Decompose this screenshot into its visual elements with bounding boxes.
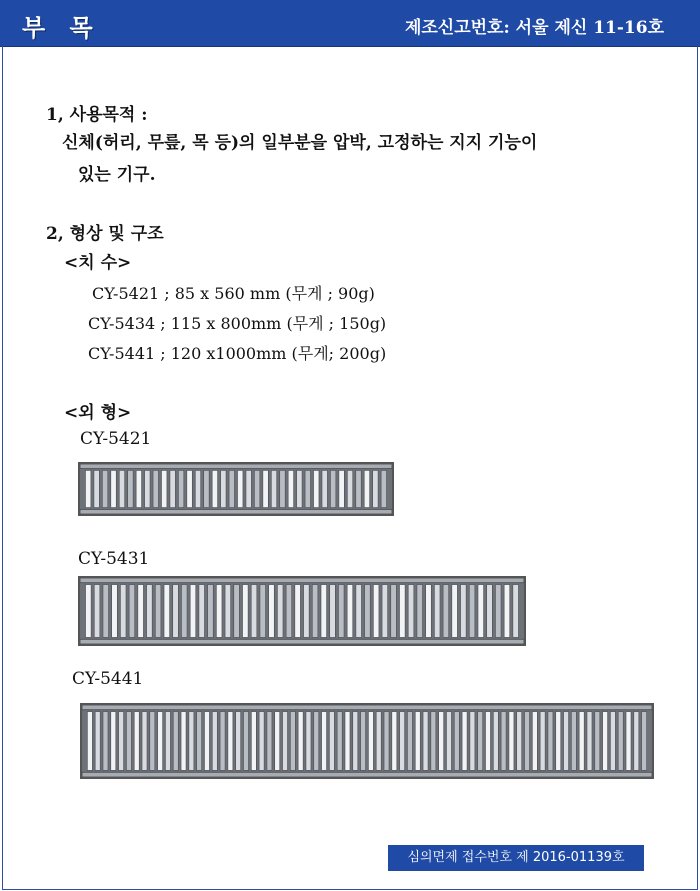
slat: [275, 712, 280, 771]
slat: [603, 712, 608, 771]
slat: [221, 470, 226, 507]
slat: [321, 585, 327, 638]
slat: [129, 585, 135, 638]
slat: [478, 712, 483, 771]
slat: [365, 585, 371, 638]
slat: [290, 712, 295, 771]
slat: [147, 585, 153, 638]
dim-row-1: CY-5421 ; 85 x 560 mm (무게 ; 90g): [92, 284, 375, 303]
slat: [119, 712, 124, 771]
slat: [181, 585, 187, 638]
slat: [434, 585, 440, 638]
splint-image-5431: [78, 576, 526, 646]
slat: [495, 585, 501, 638]
slat: [238, 470, 243, 507]
slat: [564, 712, 569, 771]
slat: [556, 712, 561, 771]
slat: [199, 585, 205, 638]
slat: [111, 712, 116, 771]
receipt-number-badge: 심의면제 접수번호 제 2016-01139호: [388, 845, 644, 871]
slat: [304, 585, 310, 638]
slat: [373, 470, 378, 507]
slat: [126, 712, 131, 771]
slat: [165, 712, 170, 771]
slat: [305, 470, 310, 507]
slat: [170, 470, 175, 507]
slat: [461, 585, 467, 638]
frame-bar-top: [80, 578, 524, 583]
slat: [642, 712, 647, 771]
slat: [236, 712, 241, 771]
slat: [339, 470, 344, 507]
splint-image-5441: [80, 703, 654, 779]
product-label-1: CY-5421: [80, 429, 152, 449]
slat: [423, 712, 428, 771]
slat: [439, 712, 444, 771]
slat: [356, 585, 362, 638]
slat: [94, 470, 99, 507]
slat: [216, 585, 222, 638]
slat: [145, 470, 150, 507]
slat: [128, 470, 133, 507]
slat: [158, 712, 163, 771]
slat: [189, 712, 194, 771]
slat: [120, 585, 126, 638]
dim-row-3: CY-5441 ; 120 x1000mm (무게; 200g): [88, 344, 387, 363]
slat: [626, 712, 631, 771]
section2-heading: 2, 형상 및 구조: [46, 224, 164, 244]
shape-title: <외 형>: [64, 403, 132, 423]
slat: [134, 712, 139, 771]
slat: [381, 470, 386, 507]
slat: [400, 712, 405, 771]
slat: [251, 585, 257, 638]
slat: [337, 712, 342, 771]
frame-bar-bottom: [80, 639, 524, 644]
slat: [487, 585, 493, 638]
product-label-2: CY-5431: [78, 549, 150, 569]
slat: [197, 712, 202, 771]
slat: [271, 470, 276, 507]
slat: [548, 712, 553, 771]
slat: [400, 585, 406, 638]
purpose-line-2: 있는 기구.: [78, 165, 156, 185]
slat: [103, 585, 109, 638]
slat: [263, 470, 268, 507]
slat: [136, 470, 141, 507]
header-bar: [0, 0, 700, 47]
slat: [314, 712, 319, 771]
slat: [111, 470, 116, 507]
slat: [153, 470, 158, 507]
slat: [286, 585, 292, 638]
slat: [178, 470, 183, 507]
slat: [181, 712, 186, 771]
slat: [244, 712, 249, 771]
slat: [259, 712, 264, 771]
slat: [426, 585, 432, 638]
slat: [138, 585, 144, 638]
slat: [312, 585, 318, 638]
slat: [431, 712, 436, 771]
slat: [228, 712, 233, 771]
slat: [322, 470, 327, 507]
slat: [195, 470, 200, 507]
slat: [509, 712, 514, 771]
slat: [384, 712, 389, 771]
slat: [532, 712, 537, 771]
slat: [119, 470, 124, 507]
slat: [353, 712, 358, 771]
section1-heading: 1, 사용목적 :: [46, 105, 148, 125]
slat: [260, 585, 266, 638]
slat: [280, 470, 285, 507]
slat: [187, 470, 192, 507]
slat: [513, 585, 519, 638]
slat: [173, 712, 178, 771]
slat: [525, 712, 530, 771]
slat: [295, 585, 301, 638]
slat: [161, 470, 166, 507]
frame-bar-bottom: [80, 509, 392, 514]
slat: [190, 585, 196, 638]
slat: [587, 712, 592, 771]
slat: [212, 470, 217, 507]
dim-row-2: CY-5434 ; 115 x 800mm (무게 ; 150g): [88, 314, 387, 333]
slat: [571, 712, 576, 771]
slat: [314, 470, 319, 507]
slat: [283, 712, 288, 771]
slat: [277, 585, 283, 638]
slat: [407, 712, 412, 771]
slat: [208, 585, 214, 638]
slat: [267, 712, 272, 771]
slat: [330, 470, 335, 507]
frame-bar-bottom: [82, 772, 652, 777]
slat: [446, 712, 451, 771]
slat: [501, 712, 506, 771]
slat: [392, 712, 397, 771]
slat: [95, 712, 100, 771]
slat: [634, 712, 639, 771]
slat: [155, 585, 161, 638]
slat: [112, 585, 118, 638]
slat: [329, 712, 334, 771]
slat: [452, 585, 458, 638]
slat: [150, 712, 155, 771]
slat: [356, 470, 361, 507]
slat: [173, 585, 179, 638]
slat: [297, 470, 302, 507]
slat: [322, 712, 327, 771]
slat: [164, 585, 170, 638]
slat: [347, 585, 353, 638]
slat: [462, 712, 467, 771]
slat: [391, 585, 397, 638]
slat: [361, 712, 366, 771]
slat: [408, 585, 414, 638]
dimensions-title: <치 수>: [64, 253, 132, 273]
product-label-3: CY-5441: [72, 669, 144, 689]
slat: [306, 712, 311, 771]
slat: [298, 712, 303, 771]
slat: [243, 585, 249, 638]
slat: [417, 585, 423, 638]
slat: [212, 712, 217, 771]
frame-bar-top: [80, 464, 392, 469]
slat: [443, 585, 449, 638]
frame-bar-top: [82, 705, 652, 710]
slat: [595, 712, 600, 771]
slat: [229, 470, 234, 507]
slat: [142, 712, 147, 771]
slat: [234, 585, 240, 638]
slat: [618, 712, 623, 771]
slat: [94, 585, 100, 638]
slat: [254, 470, 259, 507]
slat: [469, 585, 475, 638]
slat: [376, 712, 381, 771]
splint-image-5421: [78, 462, 394, 516]
slat: [610, 712, 615, 771]
slat: [540, 712, 545, 771]
slat: [382, 585, 388, 638]
slat: [504, 585, 510, 638]
page-title: 부 목: [22, 13, 101, 42]
slat: [345, 712, 350, 771]
purpose-line-1: 신체(허리, 무릎, 목 등)의 일부분을 압박, 고정하는 지지 기능이: [62, 133, 538, 153]
slat: [220, 712, 225, 771]
slat: [225, 585, 231, 638]
splint-slats-5421: [80, 464, 392, 514]
slat: [517, 712, 522, 771]
slat: [204, 470, 209, 507]
slat: [103, 712, 108, 771]
slat: [338, 585, 344, 638]
slat: [347, 470, 352, 507]
slat: [86, 585, 92, 638]
splint-slats-5431: [80, 578, 524, 644]
registration-number: 제조신고번호: 서울 제신 11-16호: [404, 18, 664, 38]
slat: [415, 712, 420, 771]
slat: [485, 712, 490, 771]
slat: [204, 712, 209, 771]
slat: [470, 712, 475, 771]
slat: [330, 585, 336, 638]
splint-slats-5441: [82, 705, 652, 777]
slat: [288, 470, 293, 507]
slat: [87, 712, 92, 771]
slat: [493, 712, 498, 771]
slat: [579, 712, 584, 771]
slat: [454, 712, 459, 771]
slat: [85, 470, 90, 507]
slat: [251, 712, 256, 771]
slat: [373, 585, 379, 638]
slat: [246, 470, 251, 507]
slat: [269, 585, 275, 638]
slat: [364, 470, 369, 507]
slat: [102, 470, 107, 507]
slat: [368, 712, 373, 771]
slat: [478, 585, 484, 638]
